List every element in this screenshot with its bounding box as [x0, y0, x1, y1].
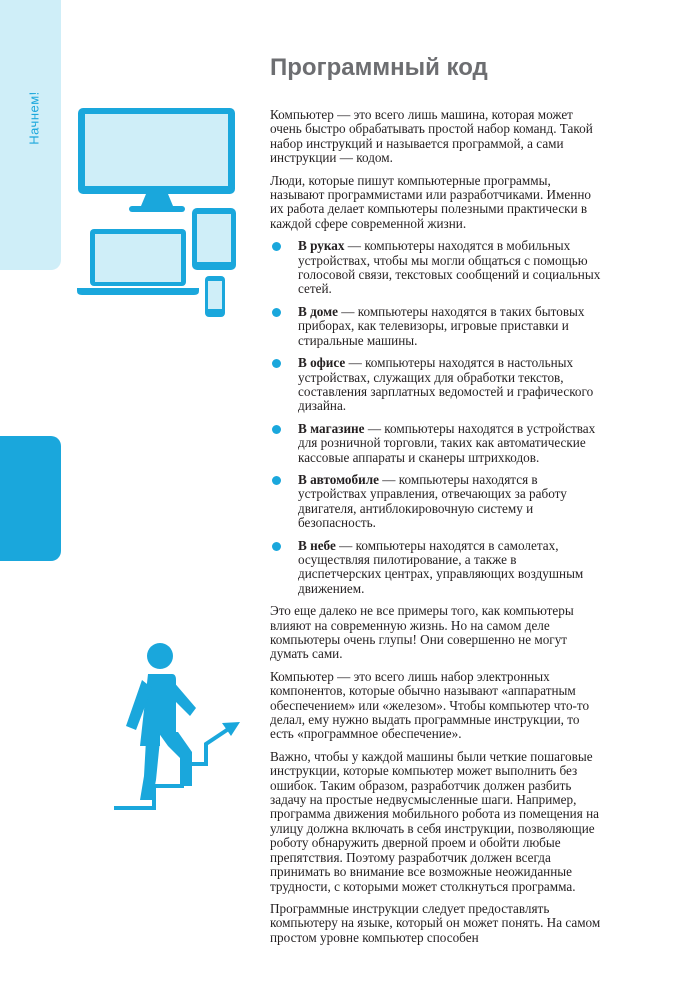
list-item — [270, 539, 602, 597]
list-item-text: — компьютеры находятся в настольных устройствах, служащих для обработки текстов, составления зарплатных ведомостей и графического дизайна. — [298, 355, 594, 414]
examples-list — [270, 239, 602, 596]
body-paragraph-1: Это еще далеко не все примеры того, как компьютеры влияют на современную жизнь. Но на самом деле компьютеры очень глупы! Они совершенно не могут думать сами. — [270, 603, 574, 662]
body-paragraph-3: Важно, чтобы у каждой машины были четкие пошаговые инструкции, которые компьютер может выполнить без ошибок. Таким образом, разработчик должен разбить задачу на простые недвусмысленные шаги. Например, программа движения мобильного робота из помещения на улицу должна включать в себя инструкции, позволяющие роботу обнаружить дверной проем и обойти любые препятствия. Поэтому разработчик должен всегда принимать во внимание все возможные неожиданные трудности, с которыми может столкнуться программа. — [270, 748, 599, 894]
body-paragraph-2: Компьютер — это всего лишь набор электронных компонентов, которые обычно называют «аппаратным обеспечением» или «железом». Чтобы компьютер что-то делал, ему нужно выдать программные инструкции, то есть «программное обеспечение». — [270, 668, 590, 742]
article-body — [270, 108, 602, 953]
list-item-term: В офисе — [298, 355, 346, 371]
page-number: 10 — [24, 924, 43, 944]
intro-paragraph-1: Компьютер — это всего лишь машина, которая может очень быстро обрабатывать простой набор команд. Такой набор инструкций и называется программой, а сами инструкции — кодом. — [270, 107, 593, 166]
body-paragraph-4: Программные инструкции следует предоставлять компьютеру на языке, который он может понять. На самом простом уровне компьютер способен — [270, 900, 601, 945]
list-item — [270, 422, 602, 465]
sidebar-tab-light — [0, 0, 61, 270]
climbing-stairs-illustration-icon — [112, 636, 242, 812]
list-item-term: В небе — [298, 537, 336, 553]
list-item-term: В автомобиле — [298, 471, 379, 487]
list-item-text: — компьютеры находятся в таких бытовых приборах, как телевизоры, игровые приставки и стиральные машины. — [298, 303, 585, 348]
list-item — [270, 356, 602, 414]
list-item-term: В руках — [298, 238, 345, 254]
page-number-tab — [0, 436, 61, 944]
list-item-term: В магазине — [298, 420, 365, 436]
page-title: Программный код — [270, 54, 488, 81]
list-item-text: — компьютеры находятся в самолетах, осуществляя пилотирование, а также в диспетчерских центрах, управляющих воздушным движением. — [298, 537, 584, 596]
list-item — [270, 305, 602, 348]
section-label: Начнем! — [26, 91, 42, 145]
list-item-text: — компьютеры находятся в устройствах для розничной торговли, таких как автоматические кассовые аппараты и сканеры штрихкодов. — [298, 420, 596, 465]
list-item-term: В доме — [298, 303, 338, 319]
intro-paragraph-2: Люди, которые пишут компьютерные программы, называют программистами или разработчиками. Именно их работа делает компьютеры полезными практически в каждой сфере современной жизни. — [270, 172, 591, 231]
list-item-text: — компьютеры находятся в мобильных устройствах, чтобы мы могли общаться с помощью голосовой связи, текстовых сообщений и социальных сетей. — [298, 238, 601, 297]
devices-illustration-icon — [72, 104, 242, 322]
list-item-text: — компьютеры находятся в устройствах управления, отвечающих за работу двигателя, антиблокировочную систему и безопасность. — [298, 471, 567, 531]
list-item — [270, 239, 602, 297]
list-item — [270, 473, 602, 531]
